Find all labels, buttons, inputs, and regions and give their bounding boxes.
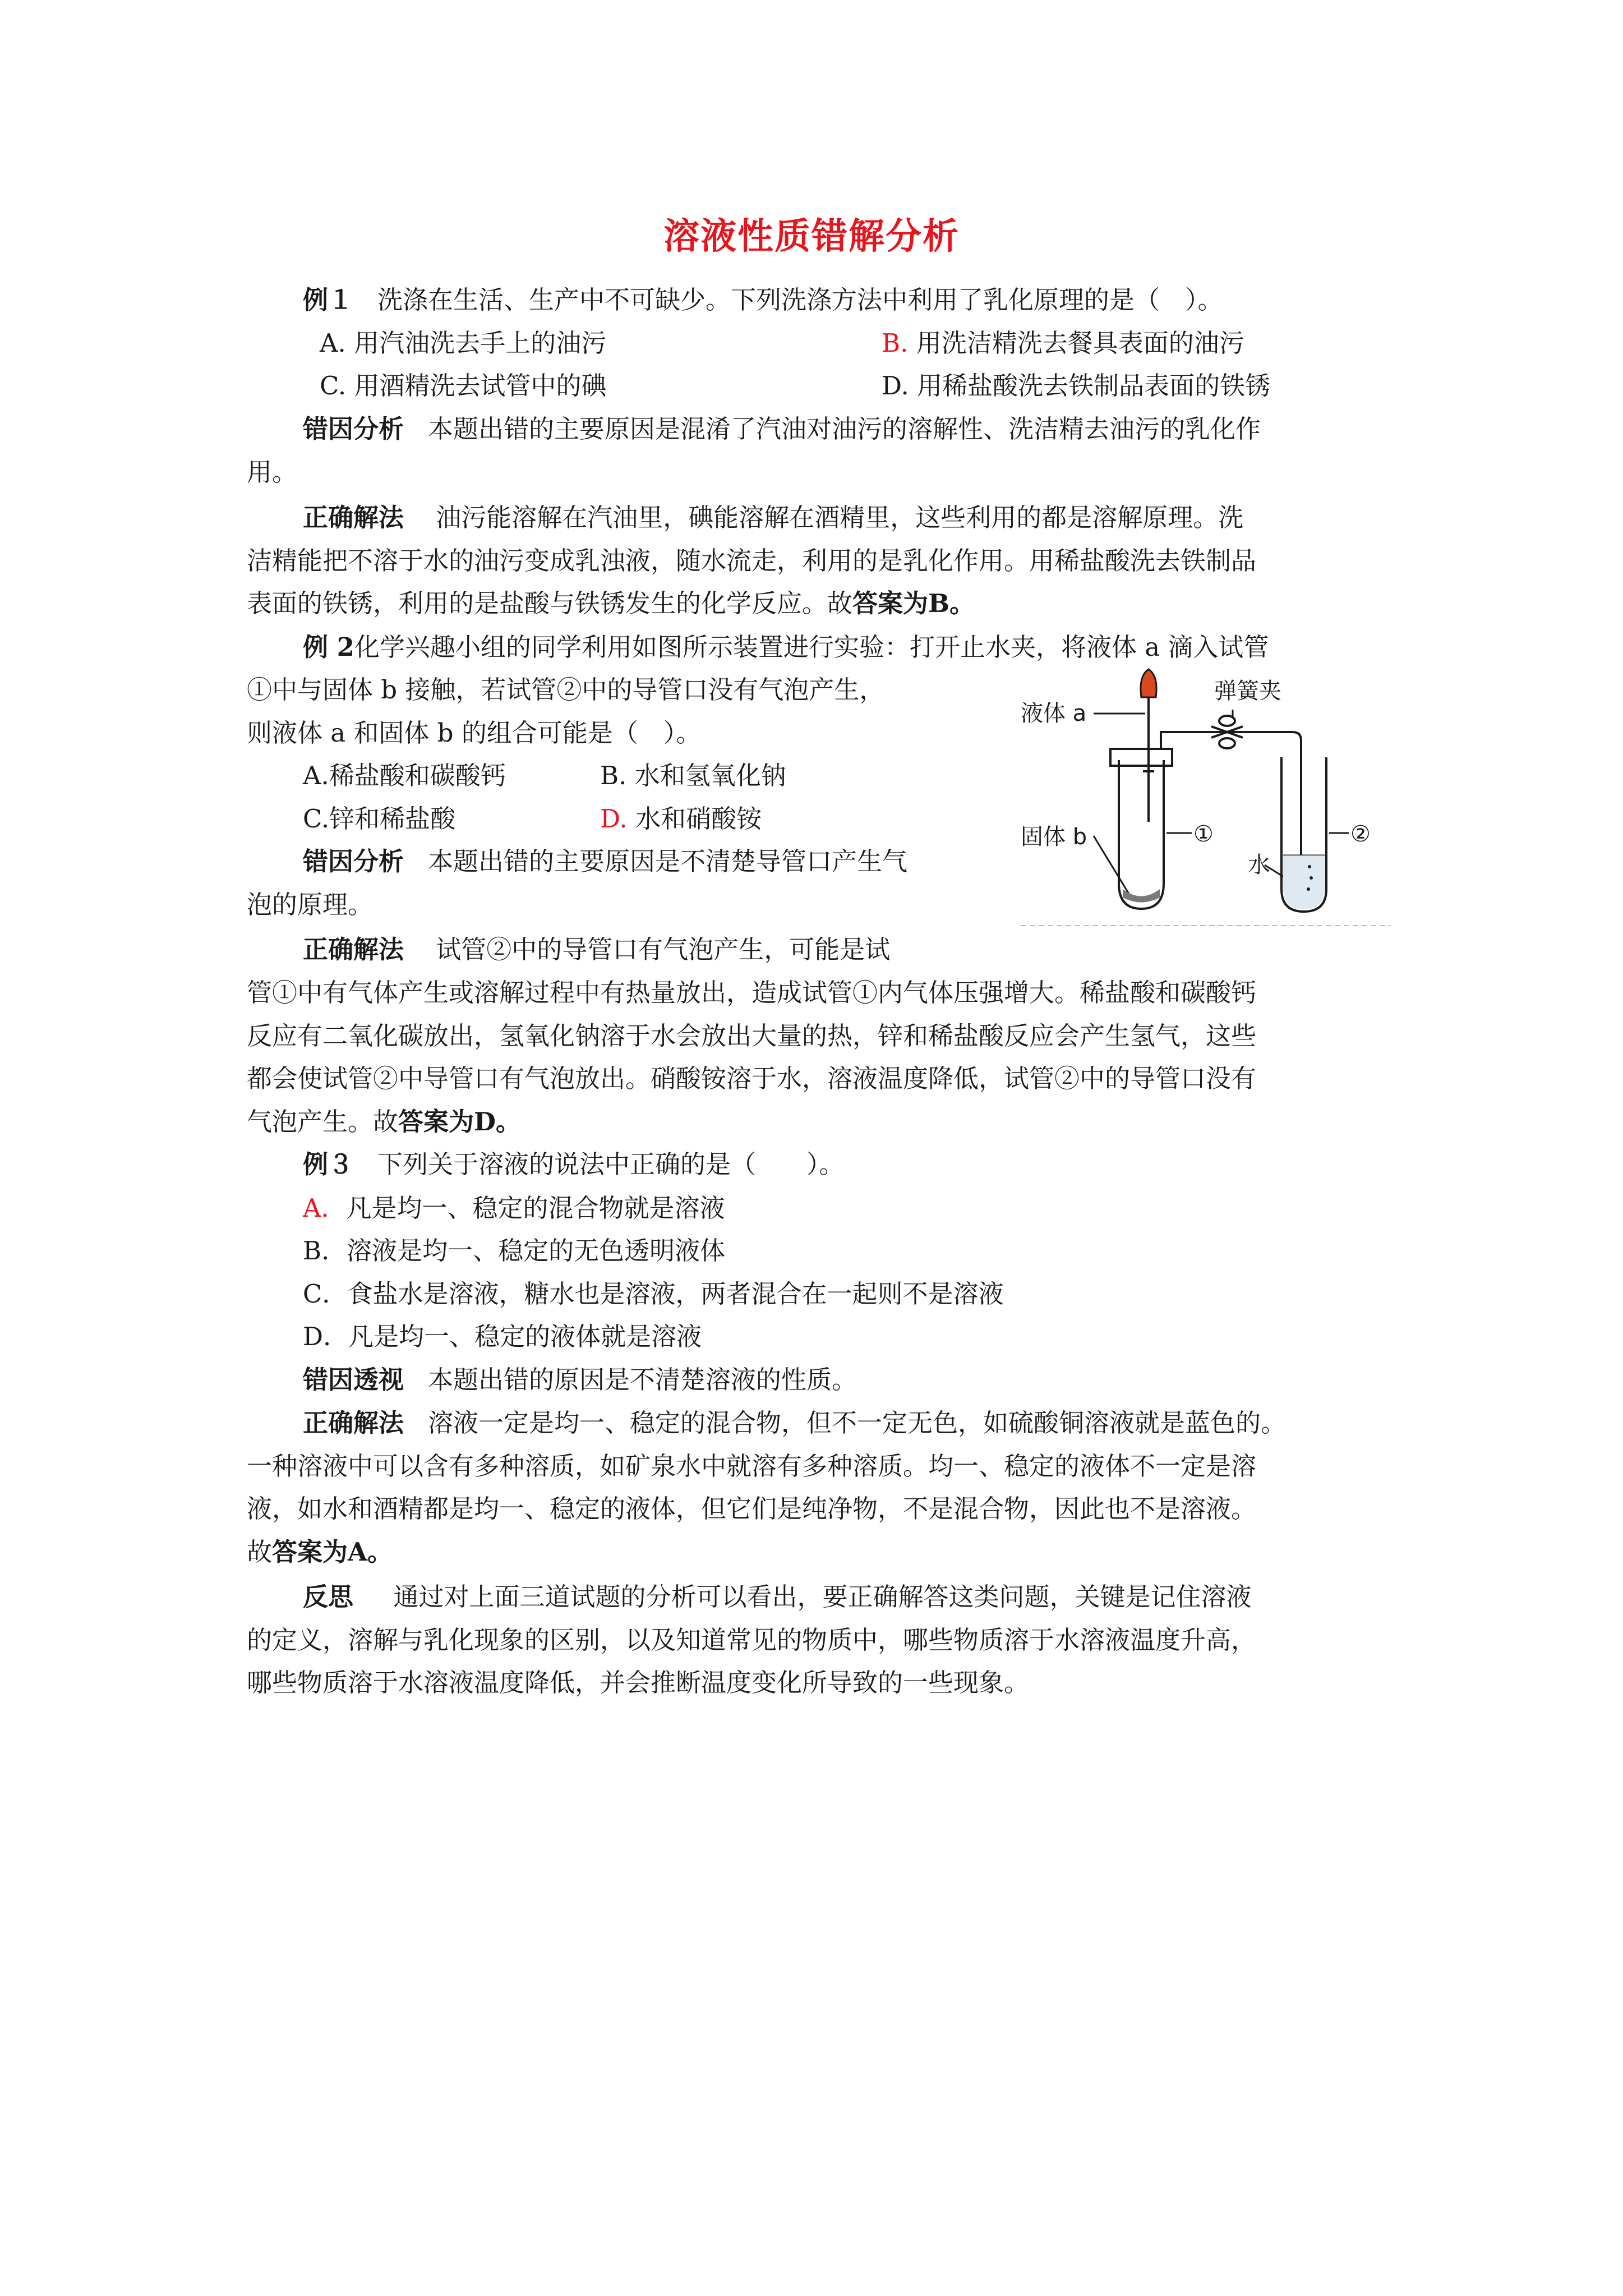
delivery-tube bbox=[1161, 732, 1301, 892]
option-key: D. bbox=[882, 371, 909, 401]
paragraph-text: 油污能溶解在汽油里，碘能溶解在酒精里，这些利用的都是溶解原理。洗 bbox=[436, 503, 1244, 532]
section-label: 错因透视 bbox=[303, 1365, 404, 1395]
option-text: 锌和稀盐酸 bbox=[329, 804, 456, 834]
paragraph-text: 表面的铁锈，利用的是盐酸与铁锈发生的化学反应。故 bbox=[247, 588, 853, 618]
option-key: D. bbox=[600, 804, 628, 834]
option-text: 稀盐酸和碳酸钙 bbox=[329, 761, 506, 790]
ex1-option-a bbox=[320, 326, 606, 360]
ex2-solution bbox=[303, 933, 890, 967]
ex1-option-b bbox=[882, 326, 1244, 360]
ex3-solution-line3: 液，如水和酒精都是均一、稳定的液体，但它们是纯净物，不是混合物，因此也不是溶液。 bbox=[247, 1494, 1257, 1524]
ex3-solution bbox=[303, 1406, 1286, 1440]
paragraph-text: 下列关于溶液的说法中正确的是（ ）。 bbox=[377, 1149, 845, 1179]
option-key: C. bbox=[320, 371, 347, 401]
option-text: 凡是均一、稳定的液体就是溶液 bbox=[348, 1322, 702, 1351]
answer-value: D。 bbox=[474, 1107, 522, 1137]
ex2-label: 例 2 bbox=[303, 632, 354, 662]
bubble bbox=[1310, 876, 1313, 880]
ex2-option-a bbox=[303, 759, 506, 793]
option-key: A. bbox=[320, 328, 346, 358]
paragraph-text: 本题出错的主要原因是不清楚导管口产生气 bbox=[427, 846, 907, 876]
solid-leader bbox=[1094, 836, 1133, 900]
option-text: 用洗洁精洗去餐具表面的油污 bbox=[916, 328, 1244, 358]
ex2-stem-line3: 则液体 a 和固体 b 的组合可能是（ ）。 bbox=[247, 718, 702, 748]
answer-label: 答案为 bbox=[852, 588, 929, 618]
ex3-option-b bbox=[303, 1234, 725, 1268]
paragraph-text: 化学兴趣小组的同学利用如图所示装置进行实验：打开止水夹，将液体 a 滴入试管 bbox=[354, 632, 1269, 662]
ex1-solution-line2: 洁精能把不溶于水的油污变成乳浊液，随水流走，利用的是乳化作用。用稀盐酸洗去铁制品 bbox=[247, 546, 1257, 576]
ex3-error-analysis bbox=[303, 1363, 857, 1397]
ex2-option-c bbox=[303, 802, 455, 836]
option-text: 水和硝酸铵 bbox=[635, 804, 762, 834]
label-tube1: ① bbox=[1193, 821, 1214, 847]
label-liquid: 液体 a bbox=[1021, 701, 1087, 726]
reflection-line3: 哪些物质溶于水溶液温度降低，并会推断温度变化所导致的一些现象。 bbox=[247, 1668, 1030, 1697]
apparatus-figure bbox=[998, 665, 1391, 934]
option-text: 食盐水是溶液，糖水也是溶液，两者混合在一起则不是溶液 bbox=[347, 1279, 1004, 1309]
option-key: D． bbox=[303, 1322, 349, 1351]
label-tube2: ② bbox=[1350, 821, 1371, 847]
answer-label: 答案为 bbox=[272, 1537, 348, 1567]
option-text: 用汽油洗去手上的油污 bbox=[354, 328, 607, 358]
reflection-line2: 的定义，溶解与乳化现象的区别，以及知道常见的物质中，哪些物质溶于水溶液温度升高， bbox=[247, 1625, 1257, 1655]
ex1-error-analysis-cont: 用。 bbox=[247, 457, 298, 487]
paragraph-text: 试管②中的导管口有气泡产生，可能是试 bbox=[436, 935, 891, 964]
section-label: 正确解法 bbox=[303, 503, 404, 532]
label-solid: 固体 b bbox=[1021, 824, 1087, 850]
test-tube-1 bbox=[1119, 760, 1164, 909]
option-text: 水和氢氧化钠 bbox=[634, 761, 786, 790]
ex1-stem-text: 洗涤在生活、生产中不可缺少。下列洗涤方法中利用了乳化原理的是（ ）。 bbox=[377, 285, 1223, 315]
ex2-option-b bbox=[600, 759, 786, 793]
option-key: B. bbox=[882, 328, 909, 358]
section-label: 错因分析 bbox=[303, 414, 404, 444]
paragraph-text: 本题出错的原因是不清楚溶液的性质。 bbox=[427, 1365, 857, 1395]
answer-value: A。 bbox=[348, 1537, 393, 1567]
ex1-solution bbox=[303, 501, 1243, 535]
ex3-stem bbox=[303, 1148, 844, 1181]
bubble bbox=[1307, 887, 1310, 891]
option-key: B. bbox=[600, 761, 627, 790]
ex3-option-c bbox=[303, 1277, 1003, 1311]
paragraph-text: 故 bbox=[247, 1537, 273, 1567]
paragraph-text: 气泡产生。故 bbox=[247, 1107, 399, 1137]
ex1-option-d bbox=[882, 369, 1270, 403]
paragraph-text: 本题出错的主要原因是混淆了汽油对油污的溶解性、洗洁精去油污的乳化作 bbox=[427, 414, 1261, 444]
paragraph-text: 溶液一定是均一、稳定的混合物，但不一定无色，如硫酸铜溶液就是蓝色的。 bbox=[427, 1408, 1286, 1438]
ex2-solution-line5 bbox=[247, 1105, 521, 1139]
dropper-bulb bbox=[1141, 669, 1156, 697]
section-label: 反思 bbox=[303, 1582, 354, 1612]
ex2-solution-line4: 都会使试管②中导管口有气泡放出。硝酸铵溶于水，溶液温度降低，试管②中的导管口没有 bbox=[247, 1064, 1257, 1093]
ex3-label: 例３ bbox=[303, 1149, 354, 1179]
option-key: A． bbox=[303, 1193, 347, 1223]
section-label: 错因分析 bbox=[303, 846, 404, 876]
ex2-stem-line2: ①中与固体 b 接触，若试管②中的导管口没有气泡产生， bbox=[247, 675, 885, 705]
water bbox=[1283, 855, 1325, 909]
option-key: A. bbox=[303, 761, 329, 790]
clip-loop-bottom bbox=[1219, 738, 1235, 748]
ex1-solution-line3 bbox=[247, 587, 975, 620]
ex2-error-analysis bbox=[303, 845, 907, 878]
ex2-stem bbox=[303, 631, 1269, 664]
ex2-solution-line3: 反应有二氧化碳放出，氢氧化钠溶于水会放出大量的热，锌和稀盐酸反应会产生氢气，这些 bbox=[247, 1021, 1257, 1051]
ex3-solution-line2: 一种溶液中可以含有多种溶质，如矿泉水中就溶有多种溶质。均一、稳定的液体不一定是溶 bbox=[247, 1451, 1257, 1481]
ex1-stem bbox=[303, 283, 1223, 317]
ex2-solution-line2: 管①中有气体产生或溶解过程中有热量放出，造成试管①内气体压强增大。稀盐酸和碳酸钙 bbox=[247, 978, 1257, 1007]
answer-label: 答案为 bbox=[398, 1107, 474, 1137]
option-text: 用稀盐酸洗去铁制品表面的铁锈 bbox=[917, 371, 1271, 401]
page-title: 溶液性质错解分析 bbox=[663, 215, 960, 257]
section-label: 正确解法 bbox=[303, 1408, 404, 1438]
option-text: 用酒精洗去试管中的碘 bbox=[354, 371, 607, 401]
paragraph-text: 通过对上面三道试题的分析可以看出，要正确解答这类问题，关键是记住溶液 bbox=[393, 1582, 1252, 1612]
option-key: C. bbox=[303, 804, 330, 834]
ex1-label: 例１ bbox=[303, 285, 354, 315]
option-text: 凡是均一、稳定的混合物就是溶液 bbox=[346, 1193, 725, 1223]
option-text: 溶液是均一、稳定的无色透明液体 bbox=[347, 1236, 726, 1266]
answer-value: B。 bbox=[928, 588, 975, 618]
ex1-error-analysis bbox=[303, 412, 1261, 446]
label-clip: 弹簧夹 bbox=[1214, 678, 1281, 704]
option-key: B． bbox=[303, 1236, 347, 1266]
solid-b bbox=[1123, 889, 1160, 903]
ex2-option-d bbox=[600, 802, 762, 836]
ex3-solution-line4 bbox=[247, 1535, 393, 1569]
reflection bbox=[303, 1580, 1252, 1614]
ex3-option-a bbox=[303, 1191, 725, 1225]
ex3-option-d bbox=[303, 1320, 702, 1354]
option-key: C． bbox=[303, 1279, 348, 1309]
ex2-error-analysis-cont: 泡的原理。 bbox=[247, 890, 374, 919]
bubble bbox=[1308, 865, 1311, 868]
ex1-option-c bbox=[320, 369, 606, 403]
label-water: 水 bbox=[1248, 852, 1270, 878]
section-label: 正确解法 bbox=[303, 935, 404, 964]
